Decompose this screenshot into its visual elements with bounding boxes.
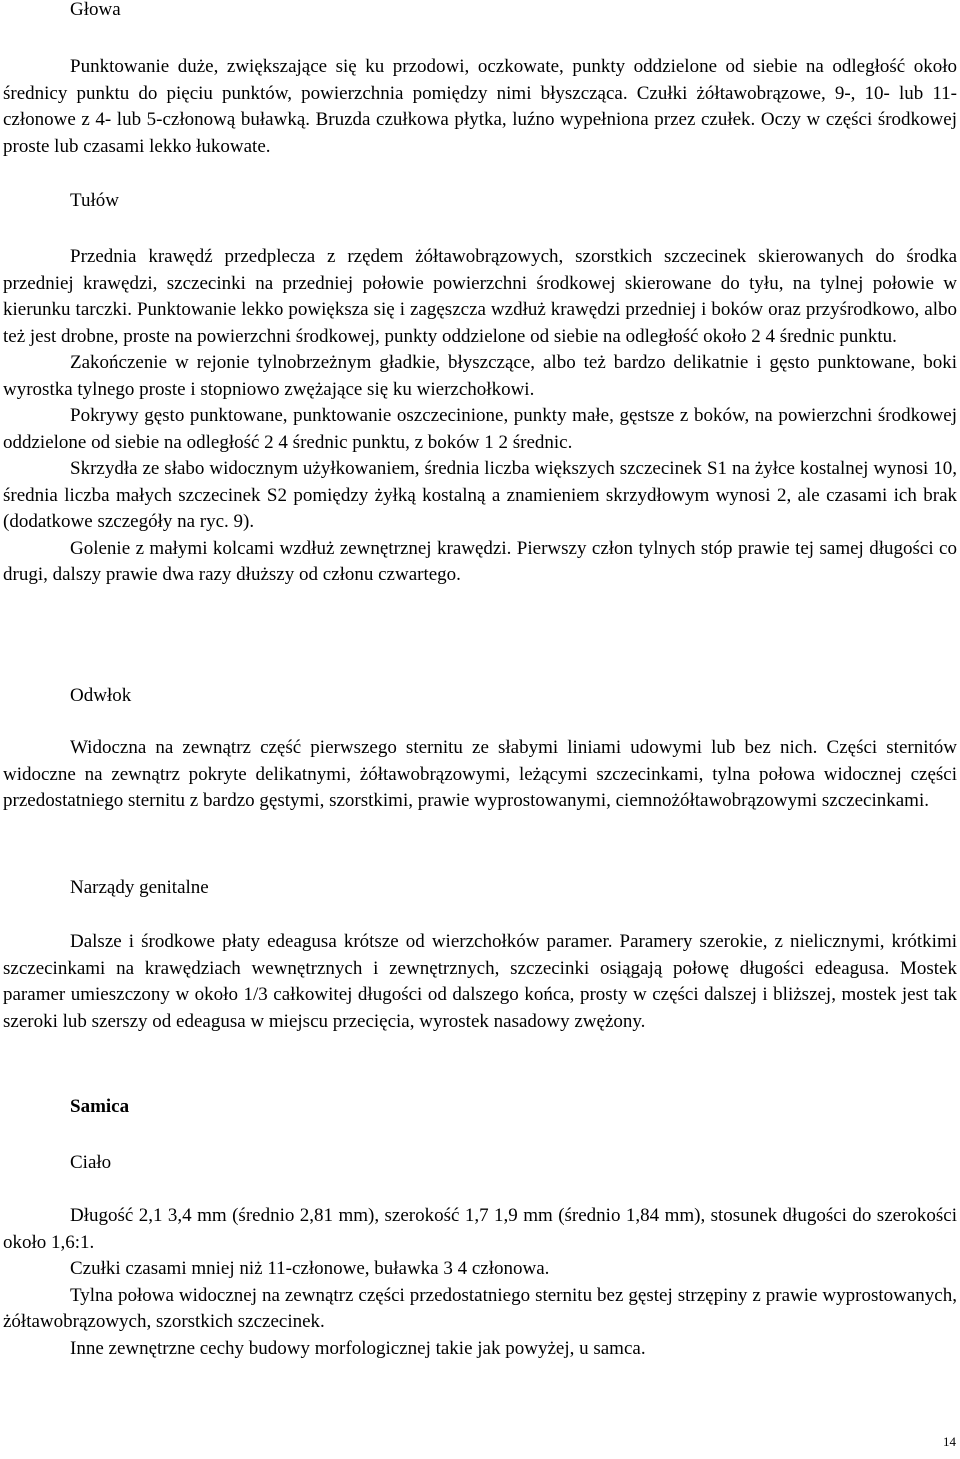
- paragraph: Dalsze i środkowe płaty edeagusa krótsze od wierzchołków paramer. Paramery szerokie, z nielicznymi, krótkimi szczecinkami na krawędziach wewnętrznych i zewnętrznych, szczecinki osiągają połowę długości edeagusa. Mostek paramer umieszczony w około 1/3 całkowitej długości od dalszego końca, prosty w części dalszej i bliższej, mostek jest tak szeroki lub szerszy od edeagusa w miejscu przecięcia, wyrostek nasadowy zwężony.: [3, 931, 957, 1032]
- paragraph: Pokrywy gęsto punktowane, punktowanie oszczecinione, punkty małe, gęstsze z boków, na powierzchni środkowej oddzielone od siebie na odległość 2 4 średnic punktu, z boków 1 2 średnic.: [3, 405, 957, 453]
- section-heading-samica: Samica: [70, 1096, 130, 1117]
- paragraph: Inne zewnętrzne cechy budowy morfologicznej takie jak powyżej, u samca.: [70, 1337, 646, 1359]
- section-heading-cialo: Ciało: [70, 1152, 112, 1173]
- paragraph: Golenie z małymi kolcami wzdłuż zewnętrznej krawędzi. Pierwszy człon tylnych stóp prawie tej samej długości co drugi, dalszy prawie dwa razy dłuższy od członu czwartego.: [3, 537, 957, 585]
- section-body-narzady-genitalne: [3, 929, 957, 1035]
- paragraph: Widoczna na zewnątrz część pierwszego sternitu ze słabymi liniami udowymi lub bez nich. Części sternitów widoczne na zewnątrz pokryte delikatnymi, żółtawobrązowymi, leżącymi szczecinkami, tylna połowa widocznej części przedostatniego sternitu z bardzo gęstymi, szorstkimi, prawie wyprostowanymi, ciemnożółtawobrązowymi szczecinkami.: [3, 737, 957, 811]
- section-body-tulow: [3, 244, 957, 589]
- paragraph: Tylna połowa widocznej na zewnątrz części przedostatniego sternitu bez gęstej strzępiny z prawie wyprostowanych, żółtawobrązowych, szorstkich szczecinek.: [3, 1284, 957, 1332]
- section-heading-tulow: Tułów: [70, 190, 119, 211]
- section-heading-narzady-genitalne: Narządy genitalne: [70, 877, 209, 898]
- page-number: 14: [943, 1434, 956, 1449]
- paragraph: Punktowanie duże, zwiększające się ku przodowi, oczkowate, punkty oddzielone od siebie na odległość około średnicy punktu do pięciu punktów, powierzchnia pomiędzy nimi błyszcząca. Czułki żółtawobrązowe, 9-, 10- lub 11-członowe z 4- lub 5-członową buławką. Bruzda czułkowa płytka, luźno wypełniona przez czułek. Oczy w części środkowej proste lub czasami lekko łukowate.: [3, 56, 957, 157]
- section-body-cialo: [3, 1203, 957, 1362]
- paragraph: Skrzydła ze słabo widocznym użyłkowaniem, średnia liczba większych szczecinek S1 na żyłce kostalnej wynosi 10, średnia liczba małych szczecinek S2 pomiędzy żyłką kostalną a znamieniem skrzydłowym wynosi 2, ale czasami ich brak (dodatkowe szczegóły na ryc. 9).: [3, 458, 957, 532]
- paragraph: Długość 2,1 3,4 mm (średnio 2,81 mm), szerokość 1,7 1,9 mm (średnio 1,84 mm), stosunek długości do szerokości około 1,6:1.: [3, 1205, 957, 1253]
- paragraph: Zakończenie w rejonie tylnobrzeżnym gładkie, błyszczące, albo też bardzo delikatnie i gęsto punktowane, boki wyrostka tylnego proste i stopniowo zwężające się ku wierzchołkowi.: [3, 352, 957, 400]
- section-body-odwlok: [3, 735, 957, 815]
- section-heading-odwlok: Odwłok: [70, 685, 132, 706]
- section-heading-glowa: Głowa: [70, 0, 121, 20]
- paragraph: Przednia krawędź przedplecza z rzędem żółtawobrązowych, szorstkich szczecinek skierowanych do środka przedniej krawędzi, szczecinki na przedniej połowie powierzchni środkowej skierowane do tyłu, na tylnej połowie w kierunku tarczki. Punktowanie lekko powiększa się i zagęszcza wzdłuż krawędzi przedniej i boków oraz przyśrodkowo, albo też jest drobne, proste na powierzchni środkowej, punkty oddzielone od siebie na odległość około 2 4 średnic punktu.: [3, 246, 957, 347]
- paragraph: Czułki czasami mniej niż 11-członowe, buławka 3 4 członowa.: [70, 1258, 550, 1279]
- section-body-glowa: [3, 54, 957, 160]
